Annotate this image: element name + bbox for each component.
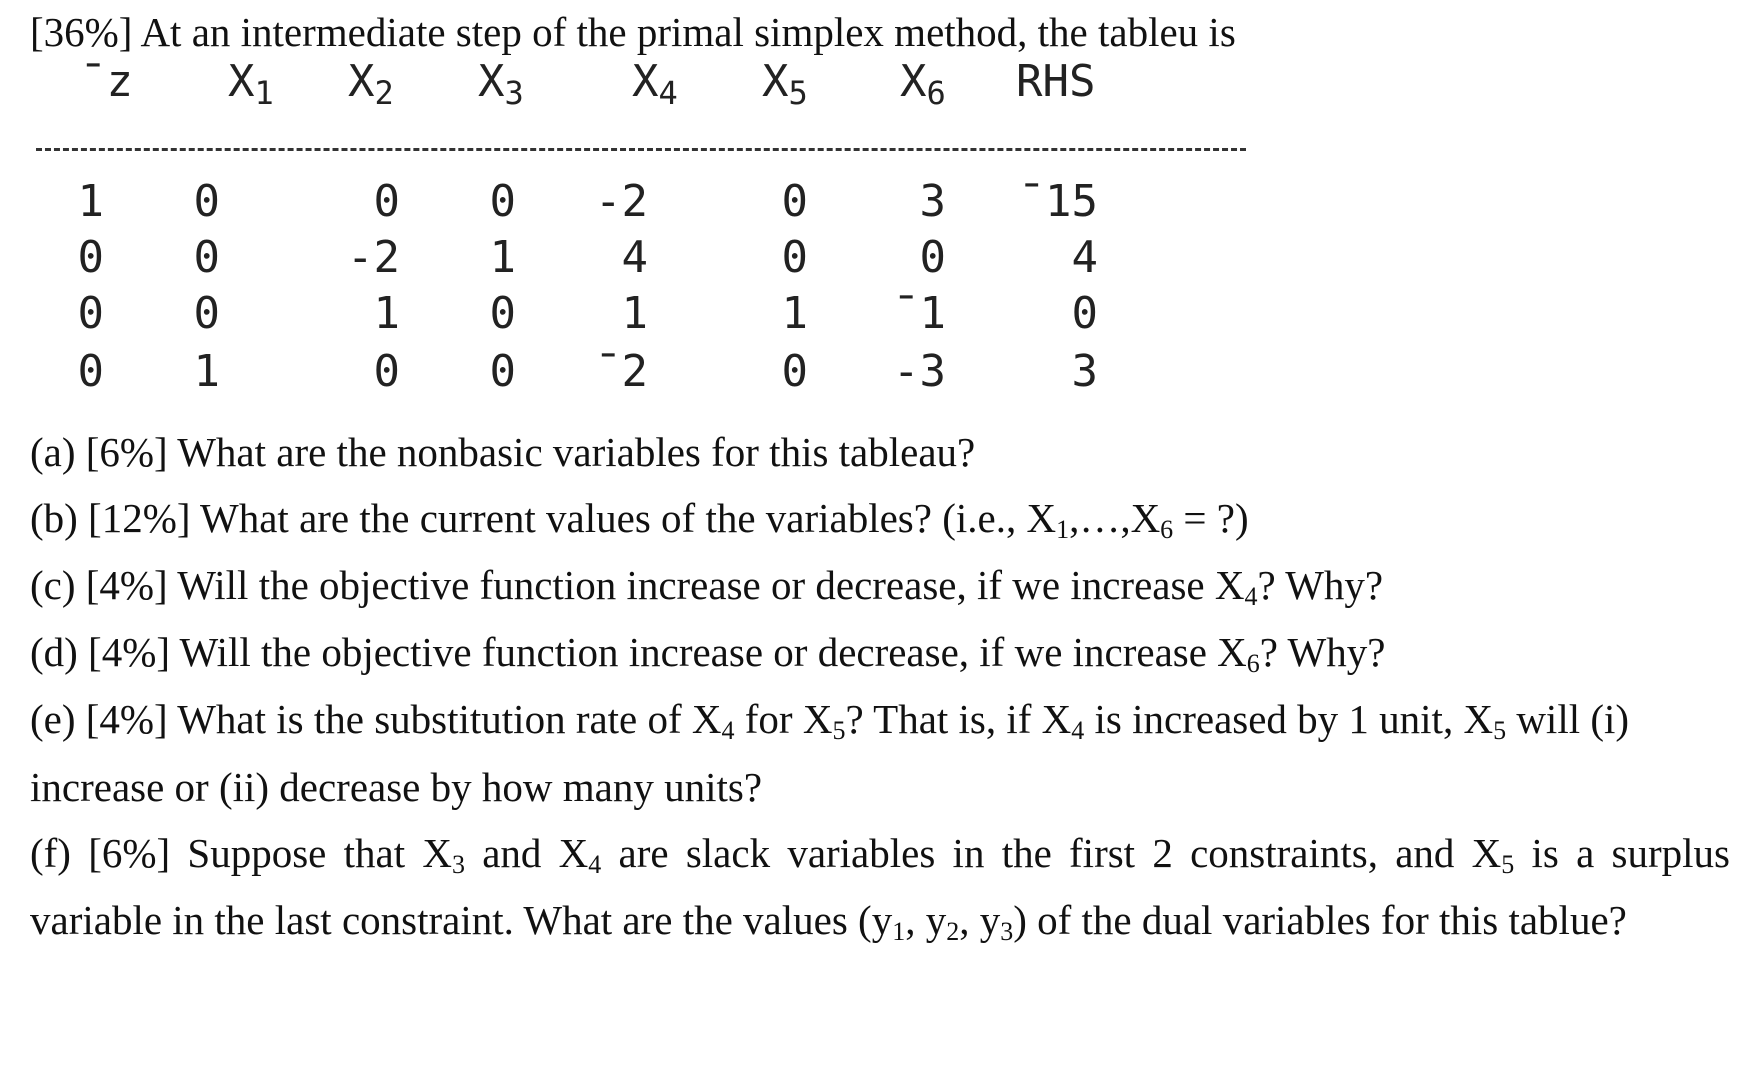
tableau-cell: 0 bbox=[781, 346, 808, 397]
tableau-header-base: X bbox=[762, 56, 789, 107]
tableau-cell: 0 bbox=[489, 176, 516, 227]
tableau-cell: 0 bbox=[489, 346, 516, 397]
tableau-header-0 bbox=[80, 56, 133, 107]
tableau-cell: 4 bbox=[621, 232, 648, 283]
simplex-tableau bbox=[0, 0, 1748, 470]
tableau-cell: 4 bbox=[1071, 232, 1098, 283]
tableau-cell: 0 bbox=[193, 288, 220, 339]
tableau-cell: ¯15 bbox=[1018, 176, 1098, 227]
tableau-cell: -3 bbox=[893, 346, 946, 397]
tableau-cell: 1 bbox=[193, 346, 220, 397]
question-e-line-2: increase or (ii) decrease by how many units? bbox=[30, 764, 763, 810]
tableau-header-subscript: 2 bbox=[374, 74, 394, 112]
tableau-header-4 bbox=[632, 56, 678, 112]
tableau-cell: 0 bbox=[193, 176, 220, 227]
tableau-cell: 0 bbox=[373, 346, 400, 397]
tableau-cell: 0 bbox=[77, 288, 104, 339]
tableau-header-6 bbox=[900, 56, 946, 112]
tableau-cell: 0 bbox=[1071, 288, 1098, 339]
tableau-cell: 1 bbox=[489, 232, 516, 283]
tableau-cell: 0 bbox=[77, 232, 104, 283]
tableau-header-subscript: 5 bbox=[788, 74, 808, 112]
tableau-header-subscript: 6 bbox=[926, 74, 946, 112]
question-a: (a) [6%] What are the nonbasic variables for this tableau? bbox=[30, 429, 976, 475]
tableau-header-1 bbox=[228, 56, 274, 112]
tableau-cell: 0 bbox=[77, 346, 104, 397]
tableau-cell: 0 bbox=[781, 232, 808, 283]
tableau-header-base: ¯z bbox=[80, 56, 133, 107]
question-d: (d) [4%] Will the objective function increase or decrease, if we increase $X_6$? Why? bbox=[30, 629, 1386, 678]
tableau-header-subscript: 4 bbox=[658, 74, 678, 112]
question-b: (b) [12%] What are the current values of the variables? (i.e., $X_1,\dots,X_6$ = ?) bbox=[30, 495, 1249, 544]
tableau-header-subscript: 3 bbox=[504, 74, 524, 112]
tableau-cell: 1 bbox=[373, 288, 400, 339]
problem-header: [36%] At an intermediate step of the primal simplex method, the tableu is bbox=[30, 9, 1236, 55]
question-f-line-1: (f) [6%] Suppose that $X_3$ and $X_4$ are slack variables in the first 2 constraints, and $X_5$ is a surplus bbox=[30, 830, 1731, 879]
tableau-header-2 bbox=[348, 56, 394, 112]
tableau-divider bbox=[36, 148, 1246, 151]
tableau-header-7 bbox=[1016, 56, 1096, 107]
tableau-cell: -2 bbox=[347, 232, 400, 283]
tableau-cell: 0 bbox=[373, 176, 400, 227]
question-c: (c) [4%] Will the objective function increase or decrease, if we increase $X_4$? Why? bbox=[30, 562, 1384, 611]
tableau-cell: 0 bbox=[919, 232, 946, 283]
tableau-header-base: X bbox=[900, 56, 927, 107]
tableau-header-subscript: 1 bbox=[254, 74, 274, 112]
tableau-header-base: X bbox=[348, 56, 375, 107]
tableau-cell: -2 bbox=[595, 176, 648, 227]
tableau-header-base: X bbox=[228, 56, 255, 107]
tableau-cell: 1 bbox=[621, 288, 648, 339]
tableau-header-base: X bbox=[632, 56, 659, 107]
question-f-line-2: variable in the last constraint. What are the values ($y_1$, $y_2$, $y_3$) of the dual variables for this tablue? bbox=[30, 897, 1627, 946]
tableau-header-base: RHS bbox=[1016, 56, 1096, 107]
tableau-cell: 1 bbox=[781, 288, 808, 339]
question-e-line-1: (e) [4%] What is the substitution rate of $X_4$ for $X_5$? That is, if $X_4$ is increased by 1 unit, $X_5$ will (i) bbox=[30, 696, 1630, 745]
tableau-cell: 0 bbox=[193, 232, 220, 283]
tableau-cell: 0 bbox=[489, 288, 516, 339]
tableau-header-base: X bbox=[478, 56, 505, 107]
tableau-cell: 3 bbox=[919, 176, 946, 227]
tableau-cell: 1 bbox=[77, 176, 104, 227]
tableau-header-5 bbox=[762, 56, 808, 112]
tableau-cell: ¯2 bbox=[595, 346, 648, 397]
tableau-cell: ¯1 bbox=[893, 288, 946, 339]
tableau-header-3 bbox=[478, 56, 524, 112]
tableau-cell: 0 bbox=[781, 176, 808, 227]
tableau-cell: 3 bbox=[1071, 346, 1098, 397]
